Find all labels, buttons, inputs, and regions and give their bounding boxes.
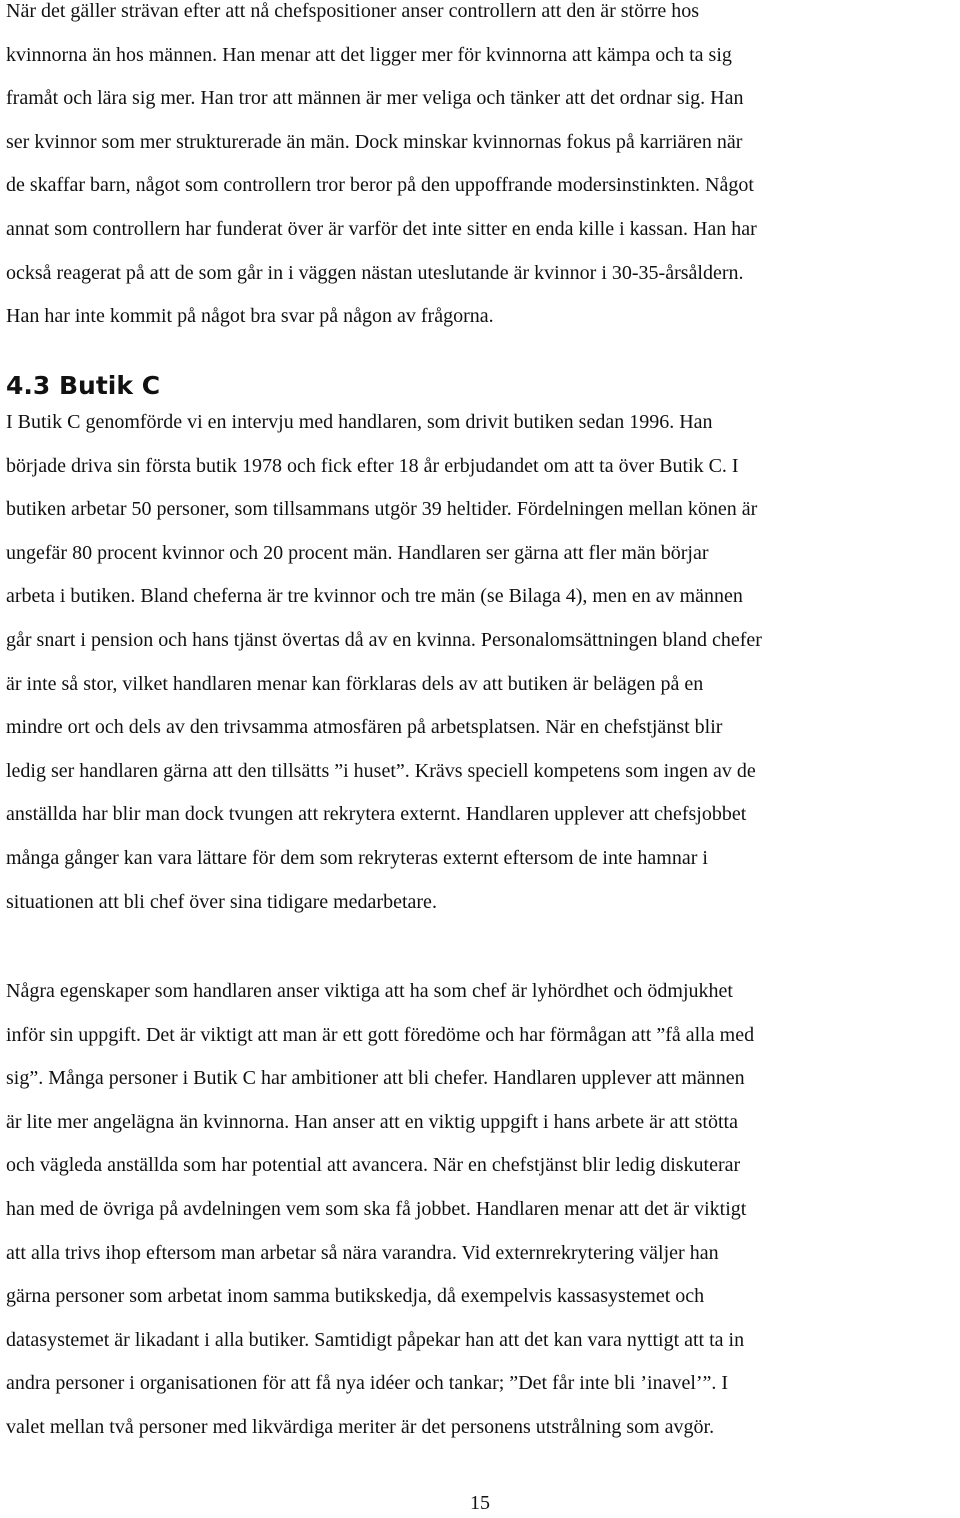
text-line: ledig ser handlaren gärna att den tillsätts ”i huset”. Krävs speciell kompetens som ingen av de (6, 759, 756, 782)
text-line: andra personer i organisationen för att få nya idéer och tankar; ”Det får inte bli ’inavel’”. I (6, 1372, 729, 1395)
text-line: sig”. Många personer i Butik C har ambitioner att bli chefer. Handlaren upplever att männen (6, 1067, 745, 1090)
text-line: kvinnorna än hos männen. Han menar att det ligger mer för kvinnorna att kämpa och ta sig (6, 43, 732, 66)
page-number: 15 (470, 1492, 490, 1514)
text-line: valet mellan två personer med likvärdiga meriter är det personens utstrålning som avgör. (6, 1415, 715, 1438)
section-heading: 4.3 Butik C (6, 371, 161, 400)
text-line: är lite mer angelägna än kvinnorna. Han anser att en viktig uppgift i hans arbete är att stötta (6, 1110, 738, 1133)
text-line: framåt och lära sig mer. Han tror att männen är mer veliga och tänker att det ordnar sig. Han (6, 87, 744, 110)
text-line: gärna personer som arbetat inom samma butikskedja, då exempelvis kassasystemet och (6, 1285, 705, 1308)
text-line: situationen att bli chef över sina tidigare medarbetare. (6, 890, 437, 913)
text-line: anställda har blir man dock tvungen att rekrytera externt. Handlaren upplever att chefsjobbet (6, 803, 747, 826)
text-line: Han har inte kommit på något bra svar på någon av frågorna. (6, 305, 494, 328)
text-line: han med de övriga på avdelningen vem som ska få jobbet. Handlaren menar att det är viktigt (6, 1197, 747, 1220)
text-line: och vägleda anställda som har potential att avancera. När en chefstjänst blir ledig diskuterar (6, 1154, 741, 1177)
text-line: började driva sin första butik 1978 och fick efter 18 år erbjudandet om att ta över Butik C. I (6, 454, 739, 477)
text-line: att alla trivs ihop eftersom man arbetar så nära varandra. Vid externrekrytering väljer han (6, 1241, 719, 1264)
text-line: många gånger kan vara lättare för dem som rekryteras externt eftersom de inte hamnar i (6, 846, 708, 869)
text-line: de skaffar barn, något som controllern tror beror på den uppoffrande modersinstinkten. Något (6, 174, 754, 197)
text-line: är inte så stor, vilket handlaren menar kan förklaras dels av att butiken är belägen på en (6, 672, 704, 695)
text-line: I Butik C genomförde vi en intervju med handlaren, som drivit butiken sedan 1996. Han (6, 411, 713, 433)
paragraph-butik-c-intro (6, 401, 956, 924)
text-line: arbeta i butiken. Bland cheferna är tre kvinnor och tre män (se Bilaga 4), men en av männen (6, 585, 743, 608)
text-line: ser kvinnor som mer strukturerade än män. Dock minskar kvinnornas fokus på karriären när (6, 130, 743, 153)
text-line: När det gäller strävan efter att nå chefspositioner anser controllern att den är större hos (6, 0, 700, 22)
text-line: går snart i pension och hans tjänst övertas då av en kvinna. Personalomsättningen bland chefer (6, 628, 762, 651)
text-line: också reagerat på att de som går in i väggen nästan uteslutande är kvinnor i 30-35-årsåldern. (6, 261, 744, 284)
text-line: mindre ort och dels av den trivsamma atmosfären på arbetsplatsen. När en chefstjänst blir (6, 716, 723, 739)
paragraph-controller-views (6, 0, 956, 339)
text-line: datasystemet är likadant i alla butiker. Samtidigt påpekar han att det kan vara nyttigt att ta in (6, 1328, 745, 1351)
paragraph-manager-qualities (6, 970, 956, 1450)
text-line: inför sin uppgift. Det är viktigt att man är ett gott föredöme och har förmågan att ”få alla med (6, 1023, 755, 1046)
text-line: Några egenskaper som handlaren anser viktiga att ha som chef är lyhördhet och ödmjukhet (6, 980, 733, 1002)
text-line: ungefär 80 procent kvinnor och 20 procent män. Handlaren ser gärna att fler män börjar (6, 541, 709, 564)
text-line: butiken arbetar 50 personer, som tillsammans utgör 39 heltider. Fördelningen mellan könen är (6, 498, 758, 521)
text-line: annat som controllern har funderat över är varför det inte sitter en enda kille i kassan. Han har (6, 217, 757, 240)
